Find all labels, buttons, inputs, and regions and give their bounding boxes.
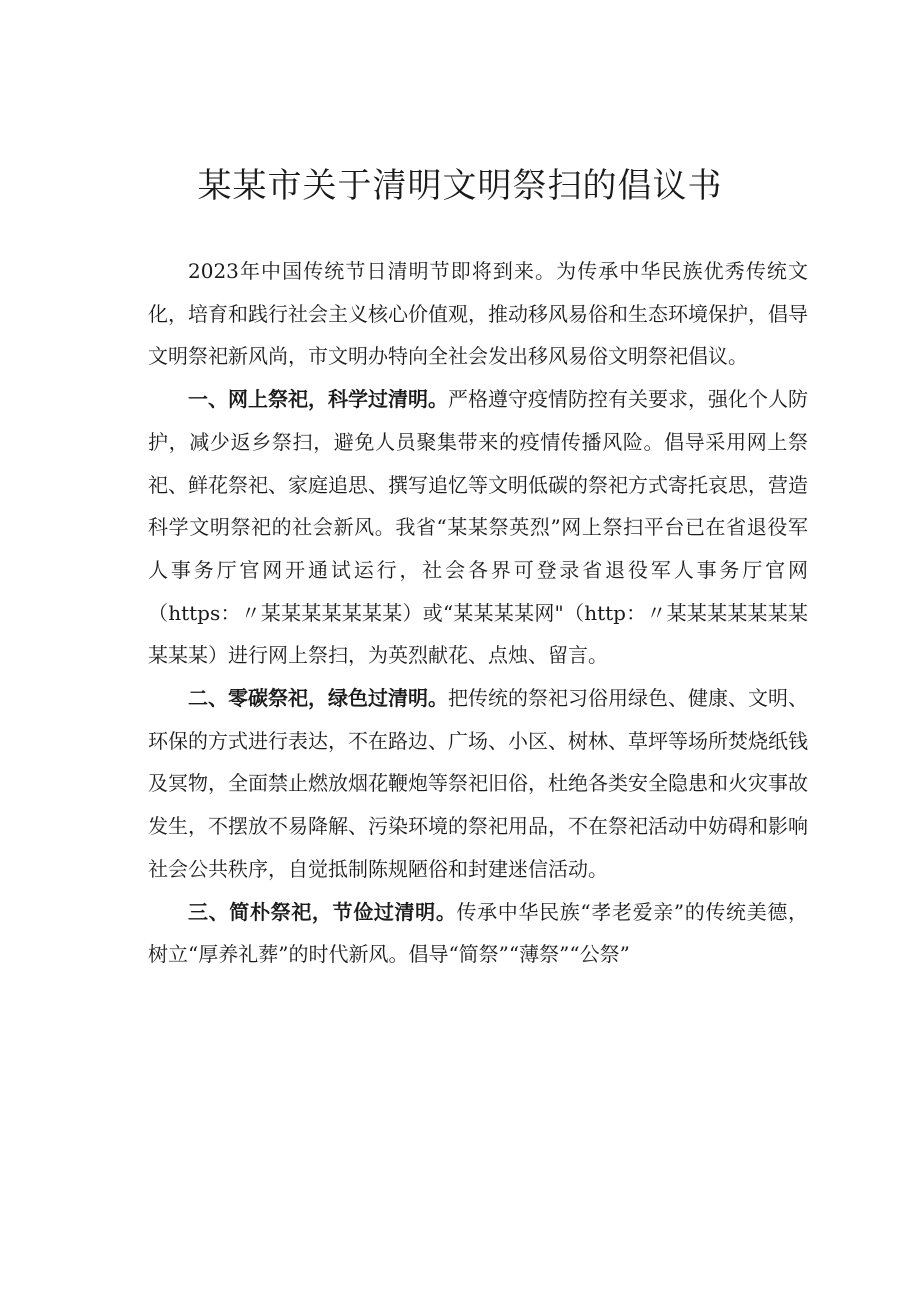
- document-body: [148, 250, 808, 976]
- section-1-text: 严格遵守疫情防控有关要求，强化个人防护，减少返乡祭扫，避免人员聚集带来的疫情传播风险。倡导采用网上祭祀、鲜花祭祀、家庭追思、撰写追忆等文明低碳的祭祀方式寄托哀思，营造科学文明祭祀的社会新风。我省“某某祭英烈”网上祭扫平台已在省退役军人事务厅官网开通试运行，社会各界可登录省退役军人事务厅官网（https：〃某某某某某某某）或“某某某某网"（http：〃某某某某某某某某某某）进行网上祭扫，为英烈献花、点烛、留言。: [148, 387, 808, 668]
- section-2-text: 把传统的祭祀习俗用绿色、健康、文明、环保的方式进行表达，不在路边、广场、小区、树林、草坪等场所焚烧纸钱及冥物，全面禁止燃放烟花鞭炮等祭祀旧俗，杜绝各类安全隐患和火灾事故发生，不摆放不易降解、污染环境的祭祀用品，不在祭祀活动中妨碍和影响社会公共秩序，自觉抵制陈规陋俗和封建迷信活动。: [148, 686, 808, 881]
- intro-paragraph: 2023年中国传统节日清明节即将到来。为传承中华民族优秀传统文化，培育和践行社会主义核心价值观，推动移风易俗和生态环境保护，倡导文明祭祀新风尚，市文明办特向全社会发出移风易俗文明祭祀倡议。: [148, 259, 808, 369]
- section-2-paragraph: [148, 677, 808, 891]
- section-2-heading: 二、零碳祭祀，绿色过清明。: [188, 686, 448, 711]
- section-1-heading: 一、网上祭祀，科学过清明。: [188, 387, 448, 412]
- section-3-heading: 三、简朴祭祀，节俭过清明。: [188, 899, 457, 924]
- section-1-paragraph: [148, 378, 808, 677]
- section-3-paragraph: [148, 891, 808, 976]
- section-3-text: 传承中华民族“孝老爱亲”的传统美德，树立“厚养礼葬”的时代新风。倡导“简祭”“薄祭”“公祭”: [148, 899, 809, 967]
- document-title: 某某市关于清明文明祭扫的倡议书: [197, 166, 723, 206]
